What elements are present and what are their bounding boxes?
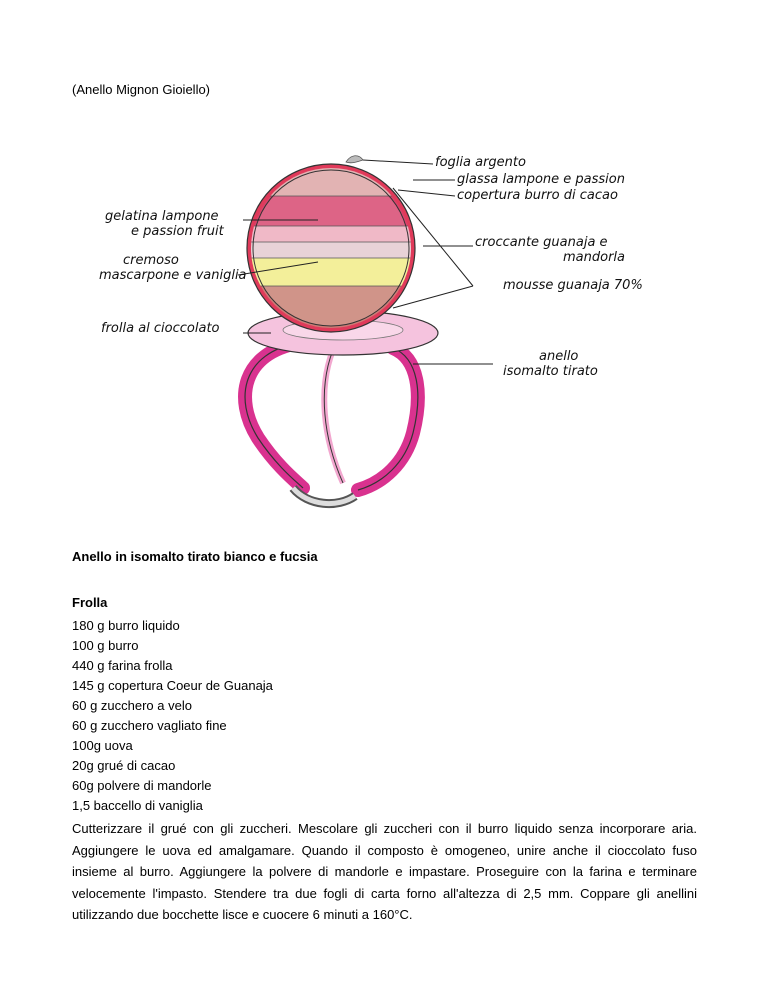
label-glassa: glassa lampone e passion [457, 172, 625, 187]
page-header: (Anello Mignon Gioiello) [72, 82, 211, 97]
method-paragraph: Cutterizzare il grué con gli zuccheri. Mescolare gli zuccheri con il burro liquido senza incorporare aria. Aggiungere le uova ed amalgamare. Quando il composto è omogeneo, unire anche il cioccolato fuso insieme al burro. Aggiungere la polvere di mandorle e impastare. Proseguire con la farina e terminare velocemente l'impasto. Stendere tra due fogli di carta forno all'altezza di 2,5 mm. Coppare gli anellini utilizzando due bocchette lisce e cuocere 6 minuti a 160°C. [72, 821, 697, 923]
label-cremoso-1: cremoso [123, 253, 179, 268]
label-mousse: mousse guanaja 70% [503, 278, 643, 293]
ingredient-item: 440 g farina frolla [72, 658, 173, 673]
label-foglia-argento: foglia argento [435, 155, 526, 170]
ingredient-item: 60 g zucchero a velo [72, 698, 192, 713]
ingredient-list [72, 616, 273, 816]
label-copertura: copertura burro di cacao [457, 188, 618, 203]
cake-sphere [243, 156, 423, 332]
ingredient-item: 60g polvere di mandorle [72, 778, 212, 793]
label-gelatina-1: gelatina lampone [105, 209, 219, 224]
ingredient-item: 1,5 baccello di vaniglia [72, 798, 203, 813]
label-anello-1: anello [539, 349, 579, 364]
label-frolla: frolla al cioccolato [101, 321, 220, 336]
ingredient-item: 20g grué di cacao [72, 758, 176, 773]
label-anello-2: isomalto tirato [503, 364, 598, 379]
ring-cake-drawing [93, 138, 676, 520]
label-croccante-1: croccante guanaja e [475, 235, 608, 250]
label-cremoso-2: mascarpone e vaniglia [99, 268, 247, 283]
ingredient-item: 100 g burro [72, 638, 139, 653]
isomalto-ring [245, 343, 418, 504]
ingredient-item: 180 g burro liquido [72, 618, 180, 633]
section-title: Anello in isomalto tirato bianco e fucsia [72, 549, 318, 564]
label-croccante-2: mandorla [563, 250, 625, 265]
ingredient-item: 145 g copertura Coeur de Guanaja [72, 678, 273, 693]
ingredient-item: 100g uova [72, 738, 133, 753]
recipe-title: Frolla [72, 595, 108, 610]
label-gelatina-2: e passion fruit [131, 224, 224, 239]
ingredient-item: 60 g zucchero vagliato fine [72, 718, 227, 733]
